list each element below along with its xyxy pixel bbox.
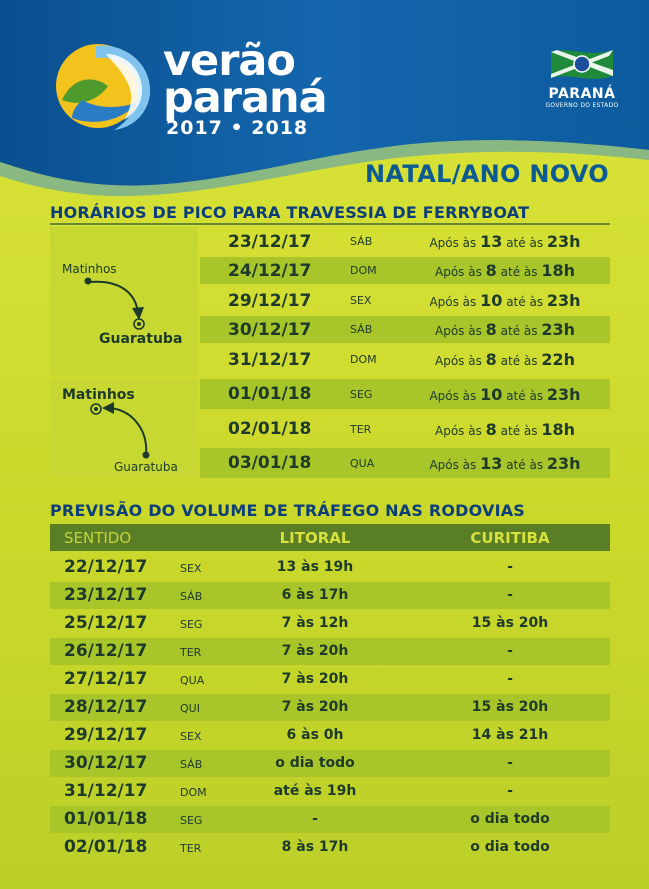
ferry-weekday: SEX	[350, 294, 372, 307]
litoral-window: 7 às 20h	[281, 643, 349, 659]
ferry-section-title: HORÁRIOS DE PICO PARA TRAVESSIA DE FERRYBOAT	[50, 203, 530, 222]
ferry-time-window	[405, 232, 605, 251]
traffic-date: 22/12/17	[64, 557, 148, 577]
traffic-row	[50, 778, 610, 805]
after-label: Após às	[435, 423, 482, 438]
start-hour: 10	[480, 384, 503, 404]
end-hour: 23h	[546, 291, 581, 310]
traffic-date: 28/12/17	[64, 697, 148, 717]
end-hour: 23h	[546, 384, 581, 404]
event-title: NATAL/ANO NOVO	[365, 160, 609, 188]
brand-years: 2017 • 2018	[166, 117, 309, 139]
until-label: até às	[500, 324, 538, 338]
ferry-weekday: SÁB	[350, 235, 373, 248]
after-label: Após às	[435, 354, 482, 368]
traffic-date: 01/01/18	[64, 809, 148, 829]
traffic-weekday: TER	[180, 646, 202, 659]
ferry-date: 23/12/17	[228, 231, 312, 252]
return-origin: Guaratuba	[114, 460, 178, 474]
ferry-weekday: SEG	[350, 387, 373, 401]
litoral-window: 6 às 17h	[281, 587, 349, 603]
ferry-date: 29/12/17	[228, 290, 312, 311]
brand-verao: verão	[163, 36, 295, 86]
ferry-date: 03/01/18	[228, 453, 312, 473]
ferry-row	[200, 316, 610, 343]
traffic-row	[50, 666, 610, 693]
traffic-row	[50, 554, 610, 581]
end-hour: 23h	[541, 320, 575, 339]
litoral-window: o dia todo	[275, 755, 355, 771]
ferry-date: 30/12/17	[228, 319, 312, 340]
traffic-weekday: SEX	[180, 730, 202, 743]
ferry-weekday: DOM	[350, 353, 377, 366]
until-label: até às	[500, 354, 538, 368]
ferry-date: 24/12/17	[228, 260, 312, 281]
ferry-row	[200, 346, 610, 373]
litoral-window: -	[312, 811, 318, 827]
traffic-weekday: SEG	[180, 618, 203, 631]
end-hour: 23h	[546, 453, 581, 473]
outbound-origin: Matinhos	[62, 262, 117, 276]
ferry-time-window	[405, 350, 605, 369]
after-label: Após às	[435, 265, 482, 279]
ferry-weekday: DOM	[350, 264, 377, 277]
header-curitiba: CURITIBA	[470, 529, 550, 547]
traffic-row	[50, 638, 610, 665]
traffic-section-title: PREVISÃO DO VOLUME DE TRÁFEGO NAS RODOVIAS	[50, 501, 526, 520]
traffic-weekday: SEG	[180, 814, 203, 827]
traffic-row	[50, 610, 610, 637]
traffic-date: 25/12/17	[64, 613, 148, 633]
curitiba-window: -	[507, 559, 513, 575]
start-hour: 8	[485, 350, 497, 369]
litoral-window: 13 às 19h	[276, 559, 354, 575]
brand-parana: paraná	[163, 73, 327, 123]
traffic-date: 31/12/17	[64, 781, 148, 801]
ferry-date: 01/01/18	[228, 384, 312, 404]
traffic-weekday: DOM	[180, 786, 207, 799]
traffic-row	[50, 834, 610, 861]
ferry-date: 02/01/18	[228, 419, 312, 439]
curitiba-window: 14 às 21h	[471, 727, 549, 743]
ferry-date: 31/12/17	[228, 349, 312, 370]
end-hour: 23h	[546, 232, 581, 251]
litoral-window: até às 19h	[273, 783, 357, 799]
start-hour: 13	[480, 453, 503, 473]
until-label: até às	[506, 457, 544, 472]
start-hour: 8	[485, 261, 497, 280]
traffic-date: 23/12/17	[64, 585, 148, 605]
traffic-weekday: SÁB	[180, 590, 203, 603]
ferry-row	[200, 448, 610, 478]
curitiba-window: o dia todo	[470, 839, 550, 855]
ferry-row	[200, 413, 610, 445]
ferry-time-window	[405, 420, 605, 439]
curitiba-window: -	[507, 643, 513, 659]
until-label: até às	[506, 388, 544, 403]
curitiba-window: 15 às 20h	[471, 699, 549, 715]
start-hour: 8	[485, 320, 497, 339]
traffic-weekday: QUI	[180, 702, 200, 715]
traffic-weekday: QUA	[180, 674, 205, 687]
ferry-time-window	[405, 261, 605, 280]
start-hour: 10	[480, 291, 503, 310]
traffic-date: 27/12/17	[64, 669, 148, 689]
end-hour: 18h	[541, 419, 575, 439]
ferry-row	[200, 257, 610, 284]
traffic-row	[50, 694, 610, 721]
return-destination: Matinhos	[62, 387, 135, 403]
start-hour: 13	[480, 232, 503, 251]
litoral-window: 7 às 20h	[281, 671, 349, 687]
until-label: até às	[506, 236, 544, 250]
curitiba-window: -	[507, 671, 513, 687]
after-label: Após às	[429, 457, 477, 472]
outbound-destination: Guaratuba	[99, 331, 183, 347]
government-name: PARANÁ	[548, 86, 616, 102]
traffic-table-header	[50, 524, 610, 551]
ferry-time-window	[405, 320, 605, 339]
traffic-date: 29/12/17	[64, 725, 148, 745]
verao-sun-wave-icon	[52, 38, 158, 136]
curitiba-window: o dia todo	[470, 811, 550, 827]
header-litoral: LITORAL	[279, 529, 351, 547]
until-label: até às	[500, 423, 538, 438]
end-hour: 22h	[541, 350, 575, 369]
outbound-arrow-icon	[80, 276, 160, 330]
traffic-weekday: SEX	[180, 562, 202, 575]
until-label: até às	[500, 265, 538, 279]
traffic-row	[50, 722, 610, 749]
curitiba-window: -	[507, 783, 513, 799]
traffic-weekday: SÁB	[180, 758, 203, 771]
after-label: Após às	[429, 236, 477, 250]
ferry-weekday: QUA	[350, 456, 375, 470]
ferry-row	[200, 228, 610, 255]
ferry-time-window	[405, 385, 605, 404]
traffic-row	[50, 582, 610, 609]
traffic-row	[50, 806, 610, 833]
ferry-weekday: SÁB	[350, 323, 373, 336]
traffic-date: 26/12/17	[64, 641, 148, 661]
ferry-title-rule	[50, 223, 610, 225]
traffic-date: 02/01/18	[64, 837, 148, 857]
start-hour: 8	[485, 419, 497, 439]
ferry-row	[200, 379, 610, 409]
curitiba-window: -	[507, 587, 513, 603]
litoral-window: 7 às 12h	[281, 615, 349, 631]
curitiba-window: -	[507, 755, 513, 771]
traffic-weekday: TER	[180, 842, 202, 855]
government-logo	[541, 44, 623, 109]
after-label: Após às	[429, 295, 477, 309]
return-arrow-icon	[88, 400, 158, 460]
curitiba-window: 15 às 20h	[471, 615, 549, 631]
ferry-row	[200, 287, 610, 314]
parana-flag-icon	[549, 44, 615, 84]
ferry-time-window	[405, 454, 605, 473]
ferry-weekday: TER	[350, 422, 372, 436]
litoral-window: 7 às 20h	[281, 699, 349, 715]
litoral-window: 6 às 0h	[286, 727, 344, 743]
end-hour: 18h	[541, 261, 575, 280]
traffic-date: 30/12/17	[64, 753, 148, 773]
ferry-time-window	[405, 291, 605, 310]
after-label: Após às	[429, 388, 477, 403]
after-label: Após às	[435, 324, 482, 338]
litoral-window: 8 às 17h	[281, 839, 349, 855]
government-subtitle: GOVERNO DO ESTADO	[545, 102, 619, 109]
traffic-row	[50, 750, 610, 777]
until-label: até às	[506, 295, 544, 309]
header-direction: SENTIDO	[64, 529, 132, 547]
